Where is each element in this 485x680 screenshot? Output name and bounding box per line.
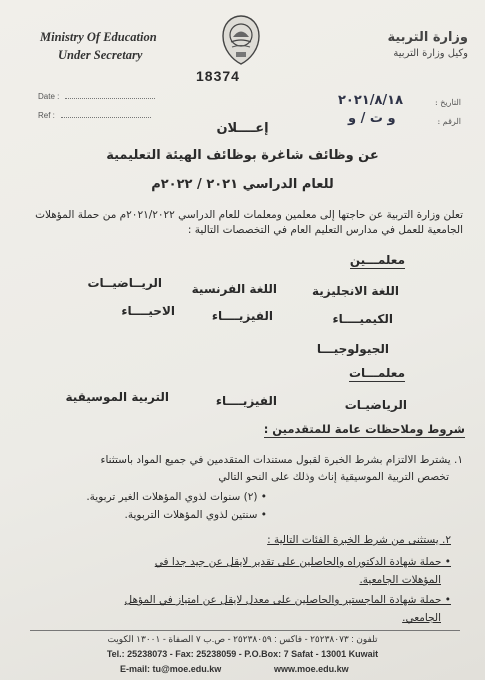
ministry-ar-line1: وزارة التربية xyxy=(387,30,468,45)
ministry-name-ar xyxy=(318,30,468,62)
subject-math-male: الريــاضيــات xyxy=(87,276,162,290)
ref-handwritten: و ت / و xyxy=(348,111,396,126)
footer-email[interactable]: E-mail: tu@moe.edu.kw xyxy=(120,664,222,674)
subject-french: اللغة الفرنسية xyxy=(191,282,277,296)
condition-1-line1: ١. يشترط الالتزام بشرط الخبرة لقبول مستندات المتقدمين في جميع المواد باستثناء xyxy=(100,454,463,466)
ref-field-en xyxy=(38,111,151,120)
teachers-female-heading: معلمـــات xyxy=(348,366,405,380)
condition-2-bullet1b: المؤهلات الجامعية. xyxy=(359,574,441,586)
subject-math-female: الرياضيـات xyxy=(344,398,407,412)
subject-biology: الاحيــــاء xyxy=(121,304,175,318)
condition-2-line1: ٢. يستثنى من شرط الخبرة الفئات التالية : xyxy=(267,534,451,546)
reference-number: 18374 xyxy=(196,68,240,84)
subject-physics-female: الفيزيــــاء xyxy=(215,394,277,408)
announcement-heading: إعــــلان xyxy=(216,121,269,136)
date-label-en: Date : xyxy=(38,92,60,101)
condition-1-bullet1: • (٢) سنوات لذوي المؤهلات الغير تربوية. xyxy=(86,491,267,503)
ministry-name-en xyxy=(40,28,157,64)
footer-website[interactable]: www.moe.edu.kw xyxy=(274,664,349,674)
subject-geology: الجيولوجيـــا xyxy=(316,342,389,356)
footer-contact-en: Tel.: 25238073 - Fax: 25238059 - P.O.Box: 7 Safat - 13001 Kuwait xyxy=(106,649,379,659)
subject-music: التربية الموسيقية xyxy=(65,390,169,404)
announcement-intro: تعلن وزارة التربية عن حاجتها إلى معلمين ومعلمات للعام الدراسي ٢٠٢١/٢٠٢٢م من حملة المؤهلات الجامعية للعمل في مدارس التعليم العام في التخصصات التالية : xyxy=(35,209,463,236)
ministry-en-line1: Ministry Of Education xyxy=(40,30,157,44)
kuwait-emblem-icon xyxy=(221,14,261,66)
date-handwritten: ٢٠٢١/٨/١٨ xyxy=(338,93,404,108)
condition-2-bullet1a: • حملة شهادة الدكتوراه والحاصلين على تقدير لايقل عن جيد جدا في xyxy=(154,556,451,568)
announcement-title-line1: عن وظائف شاغرة بوظائف الهيئة التعليمية xyxy=(106,148,379,163)
ministry-ar-line2: وكيل وزارة التربية xyxy=(393,48,468,59)
subject-english: اللغة الانجليزية xyxy=(312,284,399,298)
condition-2-bullet2b: الجامعي. xyxy=(402,612,441,624)
announcement-title-line2: للعام الدراسي ٢٠٢١ / ٢٠٢٢م xyxy=(151,177,334,192)
ref-label-en: Ref : xyxy=(38,111,55,120)
footer-contact-ar: تلفون : ٢٥٢٣٨٠٧٣ - فاكس : ٢٥٢٣٨٠٥٩ - ص.ب ٧ الصفاة - ١٣٠٠١ الكويت xyxy=(107,634,378,644)
date-field-en xyxy=(38,92,155,101)
condition-1-bullet2: • سنتين لذوي المؤهلات التربوية. xyxy=(124,509,267,521)
date-field-ar xyxy=(435,98,461,107)
subject-physics-male: الفيزيــــاء xyxy=(211,309,273,323)
teachers-male-heading: معلمـــين xyxy=(349,253,405,267)
condition-1-line2: تخصص التربية الموسيقية إناث وذلك على النحو التالي xyxy=(218,471,449,483)
conditions-heading: شروط وملاحظات عامة للمتقدمين : xyxy=(263,422,465,436)
ministry-en-line2: Under Secretary xyxy=(58,48,143,62)
condition-2-bullet2a: • حملة شهادة الماجستير والحاصلين على معدل لايقل عن امتياز في المؤهل xyxy=(124,594,451,606)
footer-divider xyxy=(30,630,460,631)
ref-label-ar: الرقم : xyxy=(437,117,461,126)
subject-chemistry: الكيميــــاء xyxy=(332,312,393,326)
date-label-ar: التاريخ : xyxy=(434,98,461,107)
